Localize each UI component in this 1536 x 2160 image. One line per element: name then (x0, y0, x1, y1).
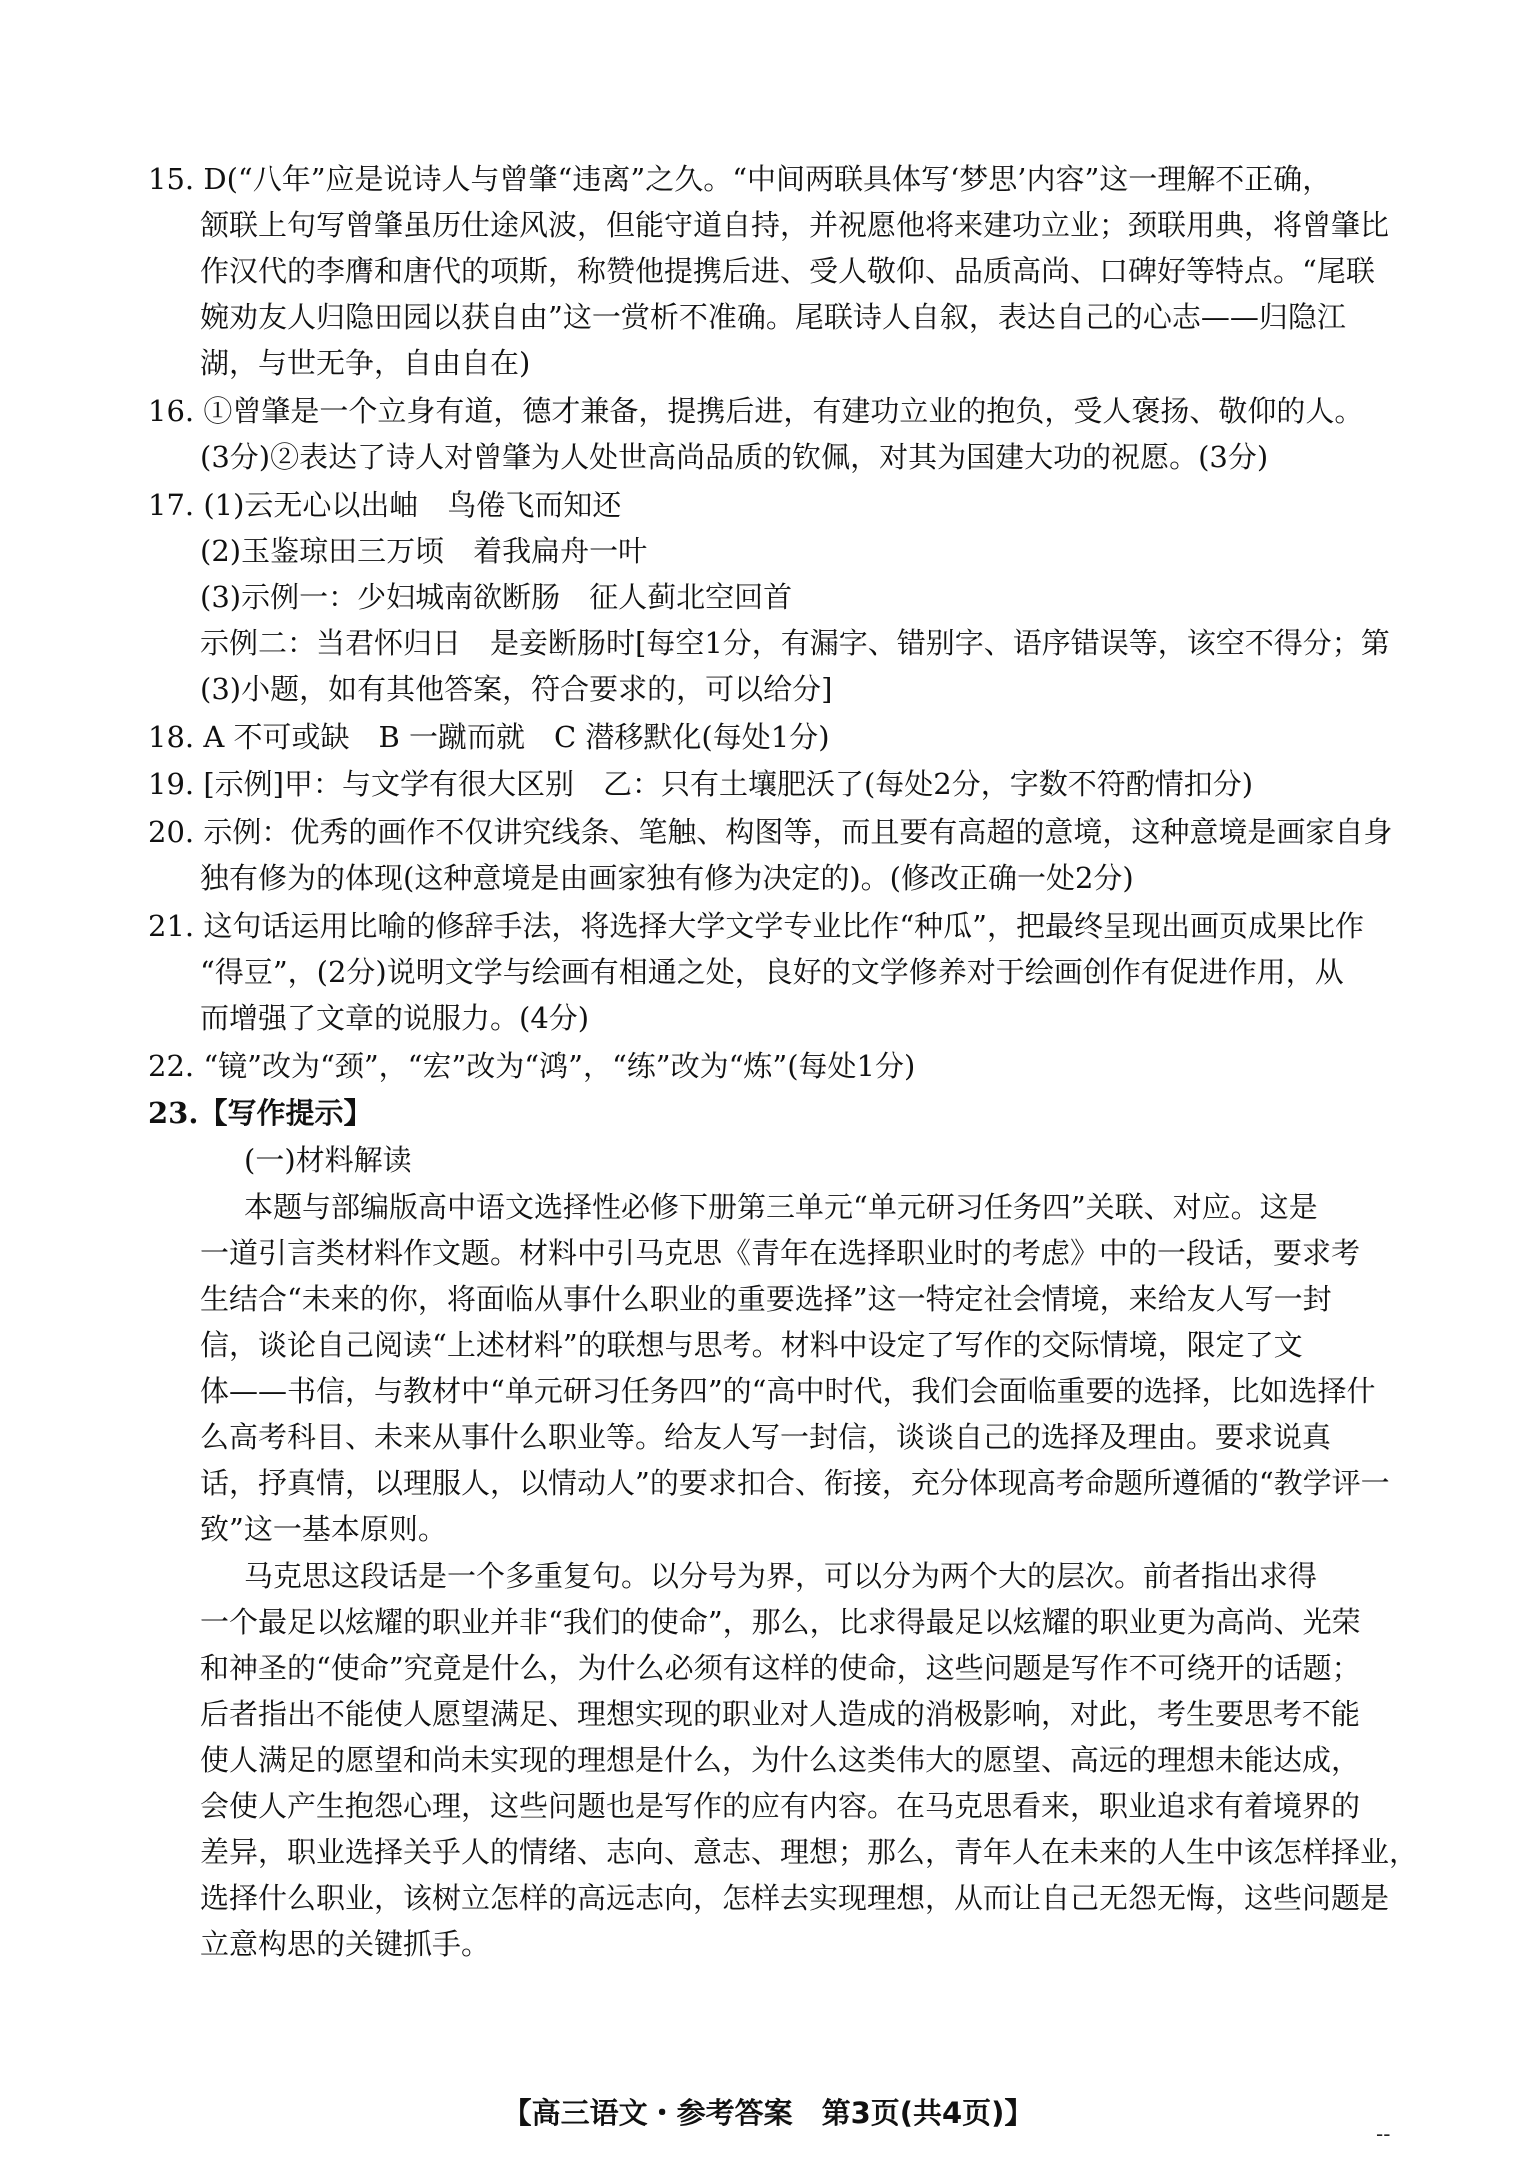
subsection-heading: (一)材料解读 (244, 1143, 412, 1177)
text-line: 22. “镜”改为“颈”，“宏”改为“鸿”，“练”改为“炼”(每处1分) (148, 1049, 916, 1083)
text-line: 而增强了文章的说服力。(4分) (200, 1001, 590, 1035)
text-line: 19. [示例]甲：与文学有很大区别 乙：只有土壤肥沃了(每处2分，字数不符酌情扣分) (148, 767, 1254, 801)
text-line: 致”这一基本原则。 (200, 1512, 447, 1546)
text-line: 作汉代的李膺和唐代的项斯，称赞他提携后进、受人敬仰、品质高尚、口碑好等特点。“尾联 (200, 254, 1375, 288)
section-heading: 23.【写作提示】 (148, 1096, 373, 1130)
corner-mark: -- (1376, 2122, 1391, 2146)
text-line: 立意构思的关键抓手。 (200, 1927, 491, 1961)
text-line: 本题与部编版高中语文选择性必修下册第三单元“单元研习任务四”关联、对应。这是 (244, 1190, 1318, 1224)
text-line: 信，谈论自己阅读“上述材料”的联想与思考。材料中设定了写作的交际情境，限定了文 (200, 1328, 1303, 1362)
text-line: 后者指出不能使人愿望满足、理想实现的职业对人造成的消极影响，对此，考生要思考不能 (200, 1697, 1361, 1731)
text-line: 湖，与世无争，自由自在) (200, 346, 531, 380)
text-line: (3)小题，如有其他答案，符合要求的，可以给分] (200, 672, 833, 706)
text-line: 么高考科目、未来从事什么职业等。给友人写一封信，谈谈自己的选择及理由。要求说真 (200, 1420, 1332, 1454)
text-line: 体——书信，与教材中“单元研习任务四”的“高中时代，我们会面临重要的选择，比如选择什 (200, 1374, 1376, 1408)
text-line: 马克思这段话是一个多重复句。以分号为界，可以分为两个大的层次。前者指出求得 (244, 1559, 1318, 1593)
text-line: 颔联上句写曾肇虽历仕途风波，但能守道自持，并祝愿他将来建功立业；颈联用典，将曾肇比 (200, 208, 1390, 242)
text-line: 选择什么职业，该树立怎样的高远志向，怎样去实现理想，从而让自己无怨无悔，这些问题是 (200, 1881, 1390, 1915)
text-line: (3)示例一：少妇城南欲断肠 征人蓟北空回首 (200, 580, 793, 614)
text-line: (2)玉鉴琼田三万顷 着我扁舟一叶 (200, 534, 648, 568)
text-line: 差异，职业选择关乎人的情绪、志向、意志、理想；那么，青年人在未来的人生中该怎样择业， (200, 1835, 1419, 1869)
text-line: 20. 示例：优秀的画作不仅讲究线条、笔触、构图等，而且要有高超的意境，这种意境是画家自身 (148, 815, 1393, 849)
text-line: 话，抒真情，以理服人，以情动人”的要求扣合、衔接，充分体现高考命题所遵循的“教学评一 (200, 1466, 1390, 1500)
text-line: “得豆”，(2分)说明文学与绘画有相通之处，良好的文学修养对于绘画创作有促进作用，从 (200, 955, 1344, 989)
text-line: 和神圣的“使命”究竟是什么，为什么必须有这样的使命，这些问题是写作不可绕开的话题； (200, 1651, 1361, 1685)
text-line: 婉劝友人归隐田园以获自由”这一赏析不准确。尾联诗人自叙，表达自己的心志——归隐江 (200, 300, 1346, 334)
text-line: 独有修为的体现(这种意境是由画家独有修为决定的)。(修改正确一处2分) (200, 861, 1134, 895)
text-line: 一个最足以炫耀的职业并非“我们的使命”，那么，比求得最足以炫耀的职业更为高尚、光荣 (200, 1605, 1361, 1639)
page-footer: 【高三语文・参考答案 第3页(共4页)】 (502, 2096, 1034, 2130)
text-line: 会使人产生抱怨心理，这些问题也是写作的应有内容。在马克思看来，职业追求有着境界的 (200, 1789, 1361, 1823)
text-line: 示例二：当君怀归日 是妾断肠时[每空1分，有漏字、错别字、语序错误等，该空不得分；第 (200, 626, 1390, 660)
text-line: 17. (1)云无心以出岫 鸟倦飞而知还 (148, 488, 622, 522)
text-line: 21. 这句话运用比喻的修辞手法，将选择大学文学专业比作“种瓜”，把最终呈现出画页成果比作 (148, 909, 1364, 943)
text-line: 一道引言类材料作文题。材料中引马克思《青年在选择职业时的考虑》中的一段话，要求考 (200, 1236, 1361, 1270)
text-line: 生结合“未来的你，将面临从事什么职业的重要选择”这一特定社会情境，来给友人写一封 (200, 1282, 1332, 1316)
text-line: 16. ①曾肇是一个立身有道，德才兼备，提携后进，有建功立业的抱负，受人褒扬、敬仰的人。 (148, 394, 1364, 428)
text-line: (3分)②表达了诗人对曾肇为人处世高尚品质的钦佩，对其为国建大功的祝愿。(3分) (200, 440, 1269, 474)
text-line: 15. D(“八年”应是说诗人与曾肇“违离”之久。“中间两联具体写‘梦思’内容”这一理解不正确， (148, 162, 1332, 196)
text-line: 使人满足的愿望和尚未实现的理想是什么，为什么这类伟大的愿望、高远的理想未能达成， (200, 1743, 1361, 1777)
text-line: 18. A 不可或缺 B 一蹴而就 C 潜移默化(每处1分) (148, 720, 830, 754)
